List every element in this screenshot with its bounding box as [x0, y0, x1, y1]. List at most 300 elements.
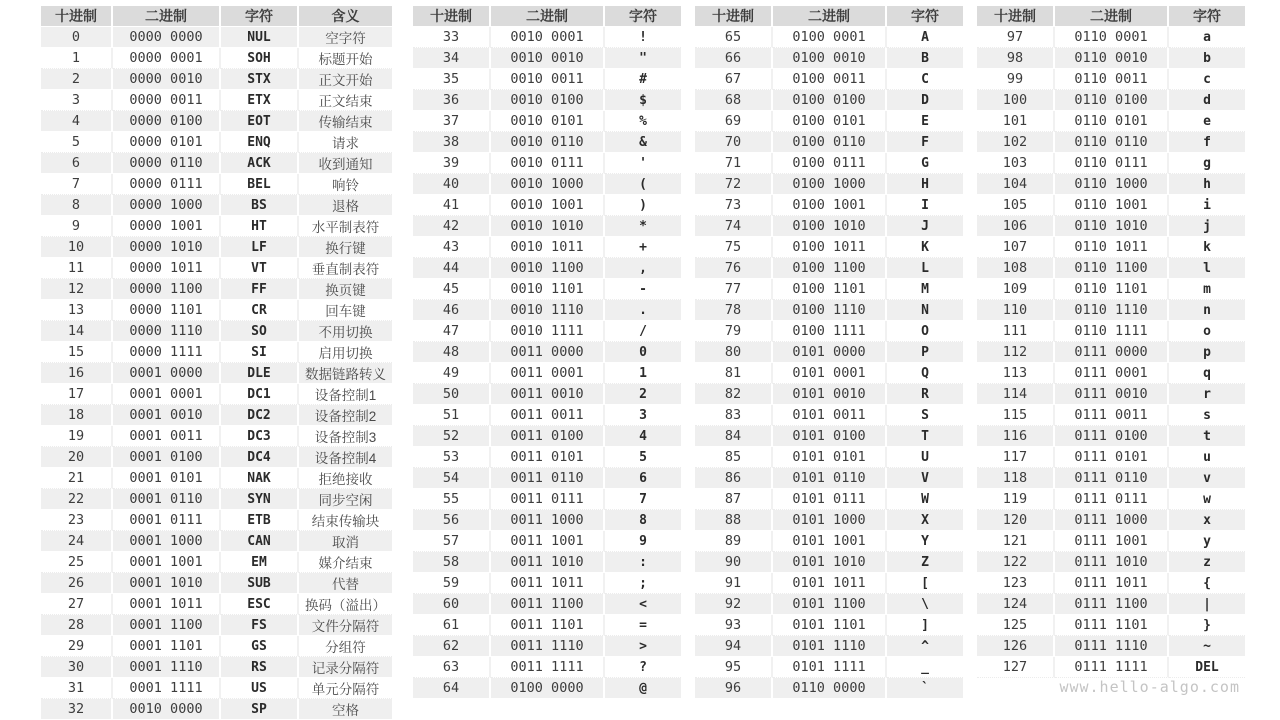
cell-decimal: 77: [695, 279, 773, 300]
cell-decimal: 100: [977, 90, 1055, 111]
cell-char: f: [1169, 132, 1245, 153]
cell-char: BS: [221, 195, 299, 216]
cell-char: X: [887, 510, 963, 531]
cell-binary: 0001 1101: [113, 636, 221, 657]
cell-meaning: 分组符: [299, 636, 392, 657]
cell-decimal: 43: [413, 237, 491, 258]
cell-char: 3: [605, 405, 681, 426]
cell-decimal: 127: [977, 657, 1055, 678]
cell-decimal: 44: [413, 258, 491, 279]
cell-char: q: [1169, 363, 1245, 384]
cell-char: ': [605, 153, 681, 174]
cell-binary: 0101 0101: [773, 447, 887, 468]
cell-char: r: [1169, 384, 1245, 405]
cell-decimal: 103: [977, 153, 1055, 174]
cell-binary: 0011 1100: [491, 594, 605, 615]
cell-char: 8: [605, 510, 681, 531]
table-row: [41, 510, 392, 531]
cell-binary: 0100 0101: [773, 111, 887, 132]
table-row: [413, 321, 681, 342]
table-row: [977, 321, 1245, 342]
table-row: [977, 195, 1245, 216]
cell-decimal: 64: [413, 678, 491, 699]
cell-char: {: [1169, 573, 1245, 594]
cell-decimal: 39: [413, 153, 491, 174]
cell-decimal: 120: [977, 510, 1055, 531]
ascii-table-uppercase: [695, 6, 963, 699]
cell-decimal: 102: [977, 132, 1055, 153]
cell-binary: 0001 1110: [113, 657, 221, 678]
cell-char: ETX: [221, 90, 299, 111]
cell-binary: 0000 1010: [113, 237, 221, 258]
cell-char: GS: [221, 636, 299, 657]
table-row: [977, 384, 1245, 405]
cell-binary: 0011 1001: [491, 531, 605, 552]
cell-decimal: 47: [413, 321, 491, 342]
cell-decimal: 58: [413, 552, 491, 573]
cell-decimal: 3: [41, 90, 113, 111]
table-row: [977, 237, 1245, 258]
cell-binary: 0011 0000: [491, 342, 605, 363]
cell-decimal: 114: [977, 384, 1055, 405]
cell-binary: 0110 0010: [1055, 48, 1169, 69]
table-row: [41, 279, 392, 300]
cell-binary: 0100 0010: [773, 48, 887, 69]
cell-binary: 0010 1101: [491, 279, 605, 300]
cell-char: CR: [221, 300, 299, 321]
cell-decimal: 70: [695, 132, 773, 153]
table-row: [41, 678, 392, 699]
cell-binary: 0011 1000: [491, 510, 605, 531]
cell-binary: 0111 1001: [1055, 531, 1169, 552]
cell-char: VT: [221, 258, 299, 279]
cell-decimal: 7: [41, 174, 113, 195]
ascii-table-control-chars: [41, 6, 392, 720]
cell-decimal: 75: [695, 237, 773, 258]
cell-char: SUB: [221, 573, 299, 594]
table-row: [695, 426, 963, 447]
cell-binary: 0111 0010: [1055, 384, 1169, 405]
cell-binary: 0100 1000: [773, 174, 887, 195]
column-header-decimal: 十进制: [977, 6, 1055, 27]
cell-decimal: 93: [695, 615, 773, 636]
cell-char: NUL: [221, 27, 299, 48]
cell-binary: 0101 1110: [773, 636, 887, 657]
cell-meaning: 数据链路转义: [299, 363, 392, 384]
cell-binary: 0000 0011: [113, 90, 221, 111]
cell-decimal: 18: [41, 405, 113, 426]
cell-decimal: 37: [413, 111, 491, 132]
table-row: [695, 48, 963, 69]
cell-binary: 0010 1011: [491, 237, 605, 258]
cell-char: *: [605, 216, 681, 237]
cell-binary: 0110 1110: [1055, 300, 1169, 321]
cell-char: -: [605, 279, 681, 300]
cell-binary: 0001 0001: [113, 384, 221, 405]
table-row: [977, 405, 1245, 426]
cell-char: US: [221, 678, 299, 699]
table-row: [695, 27, 963, 48]
table-row: [41, 615, 392, 636]
cell-decimal: 0: [41, 27, 113, 48]
cell-decimal: 45: [413, 279, 491, 300]
cell-decimal: 104: [977, 174, 1055, 195]
column-header-binary: 二进制: [491, 6, 605, 27]
cell-char: !: [605, 27, 681, 48]
cell-binary: 0011 1011: [491, 573, 605, 594]
cell-decimal: 106: [977, 216, 1055, 237]
cell-char: DEL: [1169, 657, 1245, 678]
cell-binary: 0001 1000: [113, 531, 221, 552]
cell-meaning: 单元分隔符: [299, 678, 392, 699]
cell-char: C: [887, 69, 963, 90]
column-header-char: 字符: [887, 6, 963, 27]
cell-meaning: 拒绝接收: [299, 468, 392, 489]
cell-binary: 0110 0110: [1055, 132, 1169, 153]
cell-decimal: 53: [413, 447, 491, 468]
cell-decimal: 16: [41, 363, 113, 384]
cell-binary: 0110 1100: [1055, 258, 1169, 279]
cell-decimal: 55: [413, 489, 491, 510]
table-row: [413, 153, 681, 174]
cell-binary: 0000 1100: [113, 279, 221, 300]
cell-decimal: 35: [413, 69, 491, 90]
cell-decimal: 110: [977, 300, 1055, 321]
cell-binary: 0011 0110: [491, 468, 605, 489]
cell-decimal: 101: [977, 111, 1055, 132]
cell-char: 1: [605, 363, 681, 384]
table-row: [41, 426, 392, 447]
cell-char: ": [605, 48, 681, 69]
table-row: [977, 48, 1245, 69]
cell-char: z: [1169, 552, 1245, 573]
table-row: [41, 342, 392, 363]
cell-decimal: 5: [41, 132, 113, 153]
cell-char: ^: [887, 636, 963, 657]
table-row: [977, 573, 1245, 594]
table-row: [977, 468, 1245, 489]
cell-decimal: 125: [977, 615, 1055, 636]
cell-char: K: [887, 237, 963, 258]
cell-char: #: [605, 69, 681, 90]
cell-meaning: 设备控制1: [299, 384, 392, 405]
cell-char: `: [887, 678, 963, 699]
cell-char: Z: [887, 552, 963, 573]
cell-decimal: 115: [977, 405, 1055, 426]
cell-binary: 0001 0000: [113, 363, 221, 384]
cell-binary: 0111 1100: [1055, 594, 1169, 615]
table-row: [41, 363, 392, 384]
cell-decimal: 66: [695, 48, 773, 69]
cell-char: J: [887, 216, 963, 237]
cell-binary: 0100 1110: [773, 300, 887, 321]
table-row: [695, 594, 963, 615]
cell-meaning: 响铃: [299, 174, 392, 195]
table-row: [695, 300, 963, 321]
table-row: [977, 489, 1245, 510]
cell-char: <: [605, 594, 681, 615]
cell-binary: 0001 0101: [113, 468, 221, 489]
cell-binary: 0010 0000: [113, 699, 221, 720]
table-row: [41, 636, 392, 657]
table-row: [41, 552, 392, 573]
cell-meaning: 垂直制表符: [299, 258, 392, 279]
table-row: [413, 258, 681, 279]
cell-char: $: [605, 90, 681, 111]
cell-binary: 0110 0111: [1055, 153, 1169, 174]
cell-char: :: [605, 552, 681, 573]
cell-char: p: [1169, 342, 1245, 363]
table-row: [695, 216, 963, 237]
cell-decimal: 78: [695, 300, 773, 321]
cell-binary: 0100 0011: [773, 69, 887, 90]
cell-decimal: 118: [977, 468, 1055, 489]
cell-binary: 0010 0011: [491, 69, 605, 90]
ascii-table-lowercase: [977, 6, 1245, 678]
table-row: [695, 111, 963, 132]
cell-decimal: 74: [695, 216, 773, 237]
cell-decimal: 24: [41, 531, 113, 552]
cell-decimal: 1: [41, 48, 113, 69]
cell-char: EOT: [221, 111, 299, 132]
cell-meaning: 收到通知: [299, 153, 392, 174]
cell-binary: 0100 0001: [773, 27, 887, 48]
table-row: [977, 342, 1245, 363]
cell-char: DLE: [221, 363, 299, 384]
cell-decimal: 2: [41, 69, 113, 90]
cell-meaning: 启用切换: [299, 342, 392, 363]
cell-decimal: 33: [413, 27, 491, 48]
cell-binary: 0010 0100: [491, 90, 605, 111]
cell-binary: 0101 0111: [773, 489, 887, 510]
table-row: [977, 216, 1245, 237]
cell-binary: 0011 0100: [491, 426, 605, 447]
cell-binary: 0110 0001: [1055, 27, 1169, 48]
cell-char: g: [1169, 153, 1245, 174]
table-row: [695, 468, 963, 489]
cell-decimal: 61: [413, 615, 491, 636]
cell-char: +: [605, 237, 681, 258]
cell-decimal: 48: [413, 342, 491, 363]
cell-decimal: 86: [695, 468, 773, 489]
table-row: [695, 447, 963, 468]
cell-decimal: 94: [695, 636, 773, 657]
cell-binary: 0101 1001: [773, 531, 887, 552]
cell-binary: 0101 0110: [773, 468, 887, 489]
ascii-table-punct-digits: [413, 6, 681, 699]
cell-char: U: [887, 447, 963, 468]
cell-decimal: 13: [41, 300, 113, 321]
cell-binary: 0000 1000: [113, 195, 221, 216]
cell-decimal: 4: [41, 111, 113, 132]
cell-binary: 0111 1110: [1055, 636, 1169, 657]
cell-binary: 0011 0111: [491, 489, 605, 510]
cell-decimal: 69: [695, 111, 773, 132]
cell-char: E: [887, 111, 963, 132]
table-row: [977, 531, 1245, 552]
cell-char: (: [605, 174, 681, 195]
cell-char: DC4: [221, 447, 299, 468]
cell-decimal: 98: [977, 48, 1055, 69]
cell-binary: 0101 0100: [773, 426, 887, 447]
table-row: [41, 573, 392, 594]
table-row: [41, 111, 392, 132]
cell-decimal: 71: [695, 153, 773, 174]
cell-binary: 0101 1000: [773, 510, 887, 531]
cell-binary: 0001 0100: [113, 447, 221, 468]
cell-decimal: 72: [695, 174, 773, 195]
cell-char: DC2: [221, 405, 299, 426]
cell-char: >: [605, 636, 681, 657]
column-header-decimal: 十进制: [695, 6, 773, 27]
cell-decimal: 76: [695, 258, 773, 279]
cell-char: 7: [605, 489, 681, 510]
cell-binary: 0100 0000: [491, 678, 605, 699]
cell-binary: 0110 1111: [1055, 321, 1169, 342]
cell-decimal: 10: [41, 237, 113, 258]
table-row: [977, 657, 1245, 678]
cell-decimal: 105: [977, 195, 1055, 216]
cell-char: H: [887, 174, 963, 195]
cell-decimal: 84: [695, 426, 773, 447]
table-row: [695, 90, 963, 111]
cell-binary: 0010 0010: [491, 48, 605, 69]
cell-char: k: [1169, 237, 1245, 258]
table-row: [413, 657, 681, 678]
cell-meaning: 空字符: [299, 27, 392, 48]
table-row: [41, 258, 392, 279]
cell-decimal: 30: [41, 657, 113, 678]
cell-binary: 0110 1010: [1055, 216, 1169, 237]
table-row: [413, 615, 681, 636]
cell-decimal: 109: [977, 279, 1055, 300]
table-row: [413, 573, 681, 594]
cell-meaning: 设备控制3: [299, 426, 392, 447]
cell-char: O: [887, 321, 963, 342]
cell-binary: 0001 0110: [113, 489, 221, 510]
table-row: [413, 48, 681, 69]
cell-binary: 0000 0000: [113, 27, 221, 48]
table-row: [695, 153, 963, 174]
cell-binary: 0001 1111: [113, 678, 221, 699]
cell-char: M: [887, 279, 963, 300]
cell-char: j: [1169, 216, 1245, 237]
table-row: [977, 27, 1245, 48]
cell-decimal: 91: [695, 573, 773, 594]
column-header-meaning: 含义: [299, 6, 392, 27]
cell-binary: 0011 0011: [491, 405, 605, 426]
table-row: [977, 615, 1245, 636]
cell-decimal: 85: [695, 447, 773, 468]
cell-binary: 0010 0111: [491, 153, 605, 174]
cell-binary: 0100 0110: [773, 132, 887, 153]
cell-decimal: 92: [695, 594, 773, 615]
cell-binary: 0101 1011: [773, 573, 887, 594]
cell-binary: 0111 0001: [1055, 363, 1169, 384]
table-row: [977, 426, 1245, 447]
cell-char: G: [887, 153, 963, 174]
table-row: [695, 615, 963, 636]
column-header-char: 字符: [1169, 6, 1245, 27]
table-row: [41, 237, 392, 258]
cell-decimal: 88: [695, 510, 773, 531]
cell-meaning: 正文开始: [299, 69, 392, 90]
cell-char: Y: [887, 531, 963, 552]
table-row: [41, 468, 392, 489]
column-header-binary: 二进制: [773, 6, 887, 27]
cell-decimal: 21: [41, 468, 113, 489]
cell-binary: 0100 1100: [773, 258, 887, 279]
cell-decimal: 60: [413, 594, 491, 615]
table-row: [41, 153, 392, 174]
cell-decimal: 119: [977, 489, 1055, 510]
column-header-decimal: 十进制: [413, 6, 491, 27]
cell-decimal: 90: [695, 552, 773, 573]
cell-char: NAK: [221, 468, 299, 489]
table-row: [695, 69, 963, 90]
table-row: [413, 69, 681, 90]
table-row: [413, 237, 681, 258]
cell-decimal: 40: [413, 174, 491, 195]
cell-decimal: 51: [413, 405, 491, 426]
cell-binary: 0100 1010: [773, 216, 887, 237]
cell-decimal: 123: [977, 573, 1055, 594]
cell-char: x: [1169, 510, 1245, 531]
cell-binary: 0000 1011: [113, 258, 221, 279]
cell-char: STX: [221, 69, 299, 90]
cell-char: t: [1169, 426, 1245, 447]
table-row: [41, 489, 392, 510]
column-header-binary: 二进制: [1055, 6, 1169, 27]
table-row: [977, 132, 1245, 153]
cell-char: FF: [221, 279, 299, 300]
cell-decimal: 42: [413, 216, 491, 237]
table-row: [413, 363, 681, 384]
cell-binary: 0001 0111: [113, 510, 221, 531]
table-row: [41, 405, 392, 426]
table-row: [977, 90, 1245, 111]
cell-char: ?: [605, 657, 681, 678]
cell-char: 4: [605, 426, 681, 447]
table-row: [695, 132, 963, 153]
cell-binary: 0110 1001: [1055, 195, 1169, 216]
cell-char: S: [887, 405, 963, 426]
table-row: [695, 531, 963, 552]
cell-meaning: 换页键: [299, 279, 392, 300]
cell-char: D: [887, 90, 963, 111]
table-row: [695, 321, 963, 342]
cell-binary: 0111 0101: [1055, 447, 1169, 468]
cell-char: l: [1169, 258, 1245, 279]
table-row: [695, 342, 963, 363]
cell-char: a: [1169, 27, 1245, 48]
cell-char: FS: [221, 615, 299, 636]
cell-decimal: 15: [41, 342, 113, 363]
cell-binary: 0011 1110: [491, 636, 605, 657]
cell-char: L: [887, 258, 963, 279]
cell-decimal: 67: [695, 69, 773, 90]
cell-decimal: 27: [41, 594, 113, 615]
cell-char: @: [605, 678, 681, 699]
cell-char: c: [1169, 69, 1245, 90]
cell-binary: 0010 1010: [491, 216, 605, 237]
cell-char: HT: [221, 216, 299, 237]
cell-char: ,: [605, 258, 681, 279]
table-row: [413, 531, 681, 552]
cell-char: [: [887, 573, 963, 594]
cell-meaning: 结束传输块: [299, 510, 392, 531]
cell-decimal: 54: [413, 468, 491, 489]
